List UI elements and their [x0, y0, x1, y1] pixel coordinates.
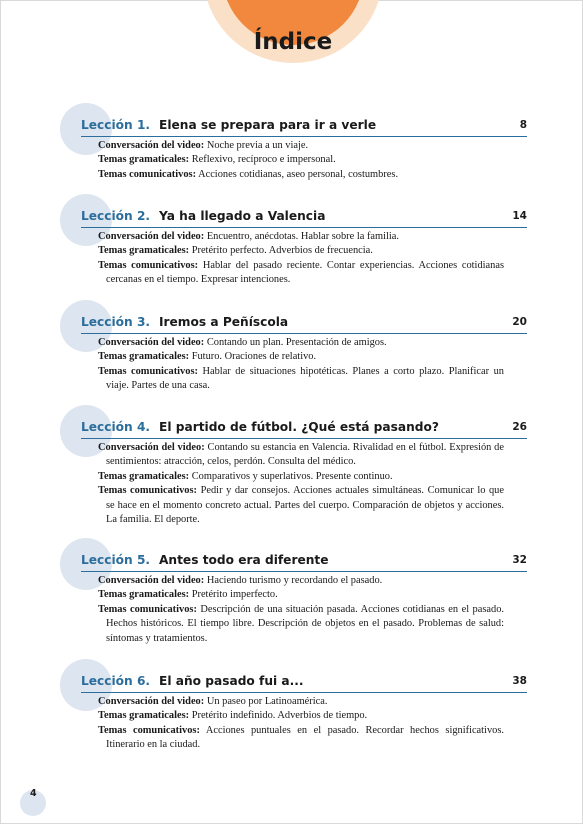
row-text: Reflexivo, recíproco e impersonal. — [191, 154, 336, 166]
lesson-number: Lección 2. — [81, 209, 151, 223]
grammar-topics-row — [98, 350, 504, 364]
grammar-topics-row — [98, 470, 504, 484]
lesson-page-number: 8 — [519, 119, 527, 131]
lesson-title: Ya ha llegado a Valencia — [159, 209, 326, 223]
row-text: Comparativos y superlativos. Presente continuo. — [191, 470, 393, 482]
lesson-heading[interactable] — [81, 315, 527, 334]
row-text: Encuentro, anécdotas. Hablar sobre la familia. — [206, 231, 399, 242]
row-label: Conversación del video: — [98, 442, 205, 453]
footer-page-number: 4 — [30, 788, 37, 799]
row-text: Acciones cotidianas, aseo personal, costumbres. — [198, 168, 399, 180]
communicative-topics-row — [98, 484, 504, 527]
row-text: Hablar de situaciones hipotéticas. Planes a corto plazo. Planificar un viaje. Partes de una casa. — [106, 365, 504, 392]
lesson-title: Elena se prepara para ir a verle — [159, 118, 377, 132]
row-label: Temas gramaticales: — [98, 154, 190, 166]
lesson-details — [98, 695, 504, 753]
grammar-topics-row — [98, 709, 504, 723]
lesson-details — [98, 441, 504, 527]
grammar-topics-row — [98, 153, 504, 167]
lesson-title: El año pasado fui a... — [159, 674, 304, 688]
lesson-number: Lección 3. — [81, 315, 151, 329]
communicative-topics-row — [98, 724, 504, 753]
communicative-topics-row — [98, 365, 504, 394]
row-text: Futuro. Oraciones de relativo. — [191, 351, 317, 363]
row-label: Conversación del video: — [98, 696, 205, 707]
communicative-topics-row — [98, 603, 504, 646]
lesson-number: Lección 6. — [81, 674, 151, 688]
row-label: Temas gramaticales: — [98, 470, 190, 482]
row-text: Descripción de una situación pasada. Acciones cotidianas en el pasado. Hechos históricos. El tiempo libre. Descripción de objetos en el pasado. Problemas de salud: síntomas y tratamientos. — [106, 603, 504, 644]
row-label: Temas comunicativos: — [98, 724, 200, 736]
row-text: Contando su estancia en Valencia. Rivalidad en el fútbol. Expresión de sentimientos: atracción, celos, perdón. Consulta del médico. — [106, 442, 504, 468]
lesson-page-number: 32 — [512, 554, 527, 566]
lesson-heading[interactable] — [81, 118, 527, 137]
lesson-heading[interactable] — [81, 420, 527, 439]
lesson-details — [98, 574, 504, 646]
row-text: Pretérito perfecto. Adverbios de frecuencia. — [191, 245, 373, 257]
video-conversation-row — [98, 441, 504, 470]
lesson-page-number: 14 — [512, 210, 527, 222]
communicative-topics-row — [98, 168, 504, 182]
row-label: Temas comunicativos: — [98, 603, 197, 615]
row-label: Temas gramaticales: — [98, 245, 190, 257]
lesson-page-number: 38 — [512, 675, 527, 687]
row-text: Haciendo turismo y recordando el pasado. — [206, 575, 383, 586]
row-label: Conversación del video: — [98, 231, 205, 242]
row-label: Conversación del video: — [98, 575, 205, 586]
row-label: Temas comunicativos: — [98, 168, 197, 180]
lesson-page-number: 20 — [512, 316, 527, 328]
video-conversation-row — [98, 139, 504, 153]
lesson-heading[interactable] — [81, 209, 527, 228]
row-text: Acciones puntuales en el pasado. Recordar hechos significativos. Itinerario en la ciudad. — [106, 724, 504, 751]
video-conversation-row — [98, 230, 504, 244]
lesson-title: Antes todo era diferente — [159, 553, 329, 567]
row-text: Pedir y dar consejos. Acciones actuales simultáneas. Comunicar lo que se hace en el momento concreto actual. Partes del cuerpo. Comparación de objetos y acciones. La familia. El deporte. — [106, 485, 504, 526]
row-text: Pretérito indefinido. Adverbios de tiempo. — [191, 710, 368, 722]
row-label: Temas comunicativos: — [98, 485, 198, 497]
lesson-details — [98, 336, 504, 394]
page-title: Índice — [253, 29, 333, 55]
video-conversation-row — [98, 574, 504, 588]
row-label: Temas gramaticales: — [98, 351, 190, 363]
row-label: Conversación del video: — [98, 337, 205, 348]
row-label: Temas comunicativos: — [98, 259, 199, 271]
lesson-title: Iremos a Peñíscola — [159, 315, 289, 329]
communicative-topics-row — [98, 259, 504, 288]
lesson-details — [98, 230, 504, 288]
row-text: Noche previa a un viaje. — [206, 140, 309, 151]
row-label: Temas comunicativos: — [98, 365, 198, 377]
lesson-number: Lección 5. — [81, 553, 151, 567]
row-label: Temas gramaticales: — [98, 589, 190, 601]
video-conversation-row — [98, 695, 504, 709]
row-label: Temas gramaticales: — [98, 710, 190, 722]
row-label: Conversación del video: — [98, 140, 205, 151]
lesson-page-number: 26 — [512, 421, 527, 433]
lesson-number: Lección 1. — [81, 118, 151, 132]
lesson-heading[interactable] — [81, 674, 527, 693]
lesson-heading[interactable] — [81, 553, 527, 572]
video-conversation-row — [98, 336, 504, 350]
lesson-title: El partido de fútbol. ¿Qué está pasando? — [159, 420, 439, 434]
row-text: Contando un plan. Presentación de amigos. — [206, 337, 387, 348]
grammar-topics-row — [98, 244, 504, 258]
lesson-number: Lección 4. — [81, 420, 151, 434]
lesson-details — [98, 139, 504, 182]
row-text: Pretérito imperfecto. — [191, 589, 278, 601]
row-text: Hablar del pasado reciente. Contar experiencias. Acciones cotidianas cercanas en el tiempo. Expresar intenciones. — [106, 259, 504, 286]
row-text: Un paseo por Latinoamérica. — [206, 696, 328, 707]
grammar-topics-row — [98, 588, 504, 602]
